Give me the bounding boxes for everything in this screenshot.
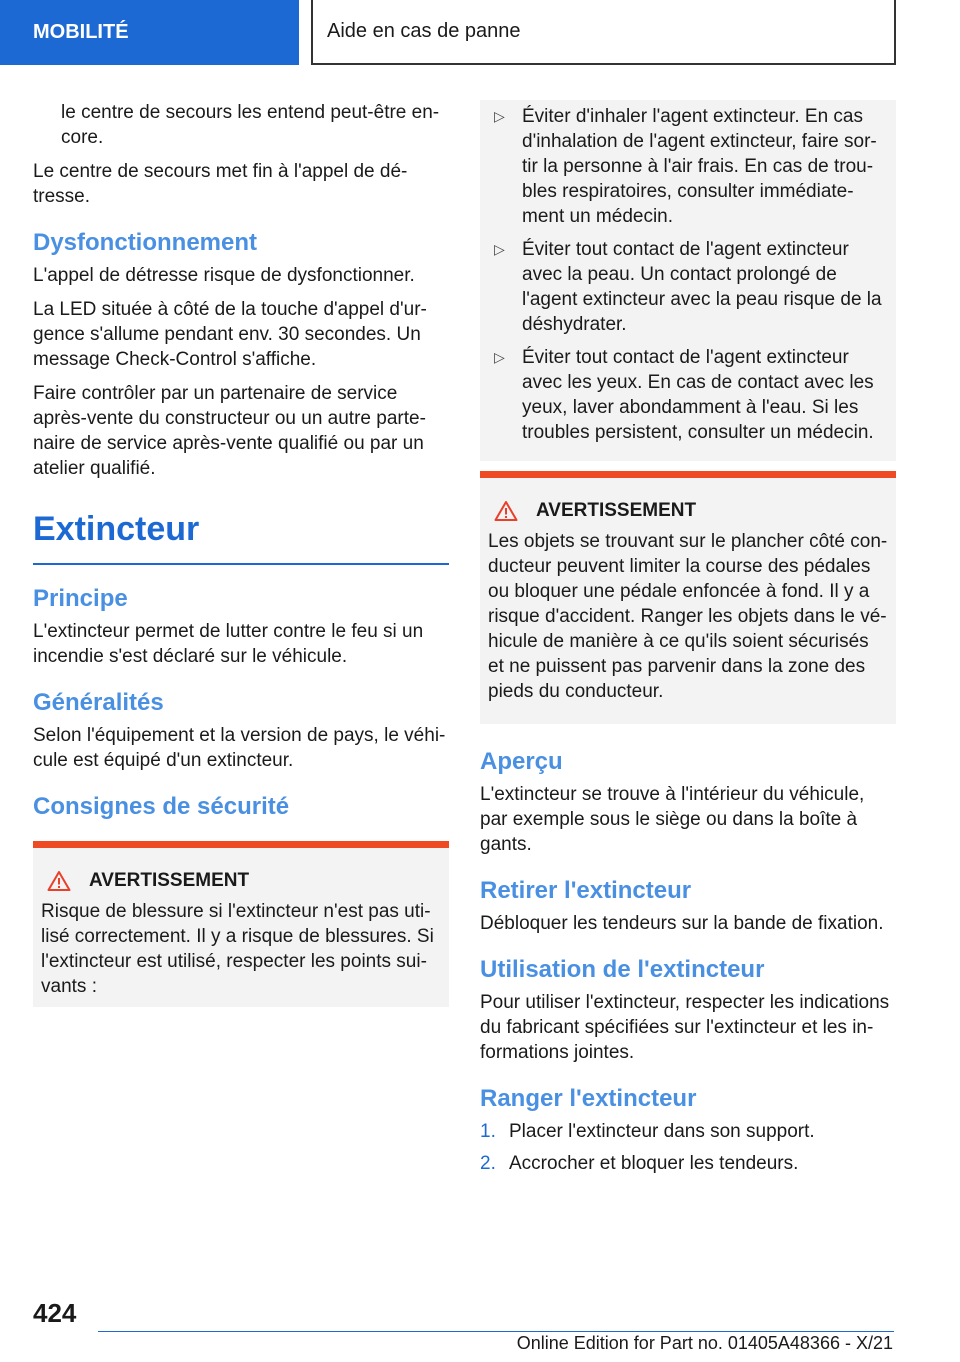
step-number: 1. [480,1121,496,1142]
warning-title-2 [488,498,888,523]
warning-triangle-icon [494,500,518,522]
step-text: Placer l'extincteur dans son support. [509,1121,815,1142]
warning-title [41,868,441,893]
utilisation-text: Pour utiliser l'extincteur, respecter les indications du fabricant spécifiées sur l'extincteur et les in-formations jointes. [480,992,890,1063]
generalites-heading: Généralités [33,689,164,716]
bullet-text: Éviter tout contact de l'agent extincteur avec la peau. Un contact prolongé de l'agent extincteur avec la peau risque de la déshydrater. [522,239,882,335]
step-text: Accrocher et bloquer les tendeurs. [509,1153,799,1174]
utilisation-heading: Utilisation de l'extincteur [480,956,765,983]
retirer-text: Débloquer les tendeurs sur la bande de fixation. [480,913,884,934]
edition-text: Online Edition for Part no. 01405A48366 - X/21 [516,1333,893,1353]
warning-box [33,841,449,1007]
dysfonction-p1: L'appel de détresse risque de dysfonctionner. [33,265,415,286]
warning-triangle-icon [47,870,71,892]
bullet-list [480,100,896,461]
warning-text: Risque de blessure si l'extincteur n'est pas uti-lisé correctement. Il y a risque de blessures. Si l'extincteur est utilisé, respecter les points sui-vants : [41,901,434,997]
dysfonction-p2: La LED située à côté de la touche d'appel d'ur-gence s'allume pendant env. 30 secondes. Un message Check-Control s'affiche. [33,299,427,370]
footer-divider [98,1331,894,1332]
apercu-heading: Aperçu [480,748,563,775]
list-item [488,104,888,229]
chapter-title: Aide en cas de panne [327,20,521,42]
list-item [488,345,888,445]
principe-heading: Principe [33,585,128,612]
warning-title-text: AVERTISSEMENT [89,870,250,891]
step-number: 2. [480,1153,496,1174]
dysfonction-heading: Dysfonctionnement [33,229,258,256]
bullet-text: Éviter tout contact de l'agent extincteur avec les yeux. En cas de contact avec les yeux, laver abondamment à l'eau. Si les troubles persistent, consulter un médecin. [522,347,874,443]
right-column [480,100,896,1183]
list-item [480,1119,896,1144]
main-heading: Extincteur [33,509,449,565]
triangle-bullet-icon: ▷ [494,108,505,124]
chapter-tab [311,0,896,65]
left-column [33,100,449,1007]
apercu-text: L'extincteur se trouve à l'intérieur du véhicule, par exemple sous le siège ou dans la boîte à gants. [480,784,865,855]
triangle-bullet-icon: ▷ [494,349,505,365]
dysfonction-p3: Faire contrôler par un partenaire de service après-vente du constructeur ou un autre parte-naire de service après-vente qualifié ou par un atelier qualifié. [33,383,426,479]
warning-box-2 [480,471,896,724]
bullet-text: Éviter d'inhaler l'agent extincteur. En cas d'inhalation de l'agent extincteur, faire sor-tir la personne à l'air frais. En cas de trou-bles respiratoires, consulter immédiate-ment un médecin. [522,106,877,227]
triangle-bullet-icon: ▷ [494,241,505,257]
principe-text: L'extincteur permet de lutter contre le feu si un incendie s'est déclaré sur le véhicule. [33,621,424,667]
section-title: MOBILITÉ [33,21,129,43]
ranger-heading: Ranger l'extincteur [480,1085,697,1112]
page-number: 424 [33,1298,77,1328]
generalites-text: Selon l'équipement et la version de pays, le véhi-cule est équipé d'un extincteur. [33,725,446,771]
consignes-heading: Consignes de sécurité [33,793,290,820]
retirer-heading: Retirer l'extincteur [480,877,692,904]
intro-continuation: le centre de secours les entend peut-être en-core. [61,102,440,148]
intro-end: Le centre de secours met fin à l'appel de dé-tresse. [33,161,408,207]
warning-title-text: AVERTISSEMENT [536,500,697,521]
section-tab [0,0,299,65]
list-item [488,237,888,337]
warning-text-2: Les objets se trouvant sur le plancher côté con-ducteur peuvent limiter la course des pédales ou bloquer une pédale enfoncée à fond. Il y a risque d'accident. Ranger les objets dans le vé-hicule de manière à ce qu'ils soient sécurisés et ne puissent pas parvenir dans la zone des pieds du conducteur. [488,531,888,702]
list-item [480,1151,896,1176]
